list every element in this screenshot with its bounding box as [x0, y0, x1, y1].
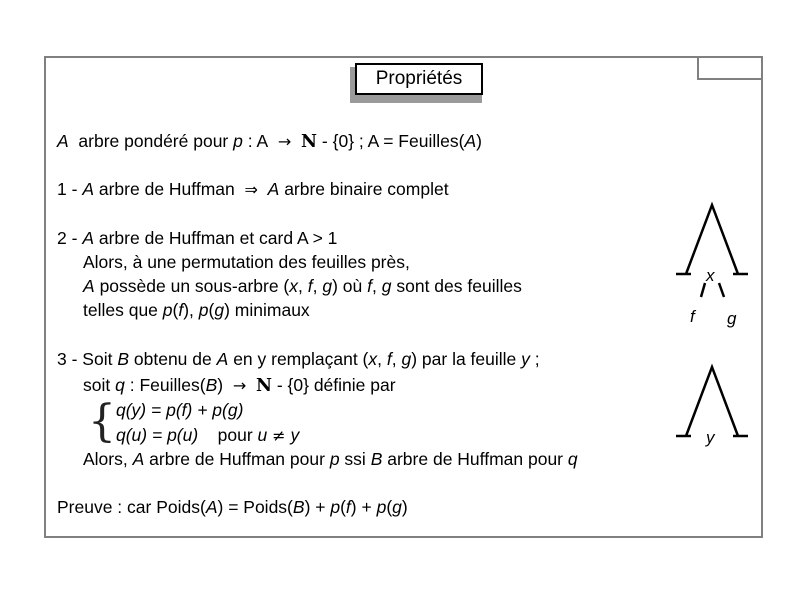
proof-line: Preuve : car Poids(A) = Poids(B) + p(f) + p(g) [57, 497, 408, 517]
item3-line2-text2: : Feuilles( [129, 375, 206, 395]
item1-text2: arbre binaire complet [284, 179, 449, 199]
conclusion-text2: arbre de Huffman pour [149, 449, 325, 469]
conclusion-q: q [567, 449, 578, 469]
item3-b: B [117, 349, 130, 369]
item1-line [57, 178, 449, 201]
subtree-diagram-top [676, 200, 756, 335]
item2-text1: arbre de Huffman et card A > 1 [98, 228, 338, 248]
intro-line [57, 130, 482, 153]
slide-title [355, 63, 483, 95]
item2-line3-g: g [322, 276, 333, 296]
item2-line3-c1: , [298, 276, 308, 296]
item2-line4-g: g [214, 300, 225, 320]
item3-line1: 3 - Soit B obtenu de A en y remplaçant (x, f, g) par la feuille y ; [57, 349, 540, 369]
item3-line2-q: q [115, 375, 125, 395]
item1-text1: arbre de Huffman [98, 179, 235, 199]
item2-line3-g2: g [381, 276, 392, 296]
item2-line3 [83, 275, 522, 297]
left-brace-icon: { [88, 396, 116, 447]
item3-x: x [368, 349, 378, 369]
not-equal-icon: ≠ [272, 426, 286, 445]
item1-a: A [82, 179, 94, 199]
item2-line3-a: A [83, 276, 95, 296]
natural-numbers-symbol-2: N [255, 376, 272, 396]
case-1 [116, 399, 243, 421]
intro-close: ) [476, 131, 482, 151]
item2-line2 [83, 251, 410, 273]
intro-text1: arbre pondéré pour [78, 131, 229, 151]
subtree-triangle-bottom [686, 367, 738, 436]
conclusion-a: A [132, 449, 145, 469]
item2-prefix: 2 - [57, 228, 78, 248]
proof-text3: ) + [304, 497, 326, 517]
proof-text1: Preuve : car Poids( [57, 497, 206, 517]
case-2-left: q(u) = p(u) [116, 425, 199, 445]
conclusion-text4: arbre de Huffman pour [387, 449, 564, 469]
conclusion-text1: Alors, [83, 449, 128, 469]
item2-line1 [57, 227, 337, 249]
item2-line4-text2: minimaux [234, 300, 310, 320]
slide-corner-tab [697, 56, 763, 80]
intro-text2: : A [247, 131, 269, 151]
proof-p1: p [330, 497, 341, 517]
edge-right [719, 283, 724, 297]
proof-text4: ) + [350, 497, 372, 517]
proof-a: A [205, 497, 218, 517]
conclusion-p: p [329, 449, 340, 469]
item3-text3: ) par la feuille [411, 349, 517, 369]
item1-prefix: 1 - [57, 179, 78, 199]
proof-text2: ) = Poids( [217, 497, 293, 517]
item3-line2-text1: soit [83, 375, 111, 395]
item3-a: A [216, 349, 229, 369]
leaf-g-label: g [727, 309, 737, 328]
item2-line3-text3: sont des feuilles [396, 276, 522, 296]
item2-line3-c2: , [312, 276, 323, 296]
right-arrow-icon: → [277, 132, 292, 151]
implies-icon: ⇒ [244, 180, 258, 199]
item2-line3-text2: ) où [332, 276, 363, 296]
item2-line3-f2: f [367, 276, 372, 296]
proof-p2: p [376, 497, 387, 517]
item3-line2-text3: ) [217, 375, 224, 395]
item2-line3-x: x [289, 276, 299, 296]
item3-g: g [401, 349, 412, 369]
right-arrow-icon-2: → [232, 376, 247, 395]
item2-line3-c3: , [372, 276, 377, 296]
item3-line2-b: B [205, 375, 218, 395]
item2-line4-p2: p [198, 300, 209, 320]
intro-text3: - {0} ; A = Feuilles( [321, 131, 465, 151]
proof-g: g [392, 497, 402, 517]
node-y-label: y [706, 428, 715, 447]
slide-title-text: Propriétés [375, 68, 463, 89]
item3-f: f [386, 349, 392, 369]
item2-line3-f: f [307, 276, 313, 296]
item2-line4-f: f [178, 300, 184, 320]
leaf-f-label: f [690, 307, 695, 326]
intro-a2: A [464, 131, 477, 151]
item2-line4-p1: p [162, 300, 173, 320]
item2-line2-text: Alors, à une permutation des feuilles près, [83, 252, 410, 272]
item2-a: A [82, 228, 94, 248]
item3-conclusion [83, 448, 578, 470]
item3-y: y [521, 349, 530, 369]
item3-text4: ; [534, 349, 540, 369]
item2-line4-text1: telles que [83, 300, 158, 320]
item3-text1: obtenu de [133, 349, 212, 369]
proof-text5: ) [401, 497, 408, 517]
subtree-diagram-bottom [676, 362, 756, 442]
node-x-label: x [706, 266, 715, 285]
intro-a: A [57, 131, 69, 151]
edge-left [701, 283, 705, 297]
proof-f: f [345, 497, 351, 517]
case-1-text: q(y) = p(f) + p(g) [116, 400, 244, 420]
item1-a2: A [267, 179, 280, 199]
conclusion-text3: ssi [344, 449, 366, 469]
item3-line2-text4: - {0} définie par [276, 375, 396, 395]
subtree-triangle-top [686, 205, 738, 274]
intro-p: p [233, 131, 243, 151]
natural-numbers-symbol: N [301, 132, 318, 152]
conclusion-b: B [370, 449, 383, 469]
item2-line4: telles que p(f), p(g) minimaux [83, 300, 310, 320]
case-2-u: u [257, 425, 268, 445]
item3-text2: en y remplaçant ( [233, 349, 369, 369]
item3-line2 [83, 374, 396, 397]
item2-line3-text1: possède un sous-arbre ( [99, 276, 290, 296]
case-2-y: y [290, 425, 300, 445]
item3-prefix: 3 - Soit [57, 349, 113, 369]
proof-b: B [292, 497, 305, 517]
case-2 [116, 424, 299, 447]
case-2-mid: pour [217, 425, 253, 445]
